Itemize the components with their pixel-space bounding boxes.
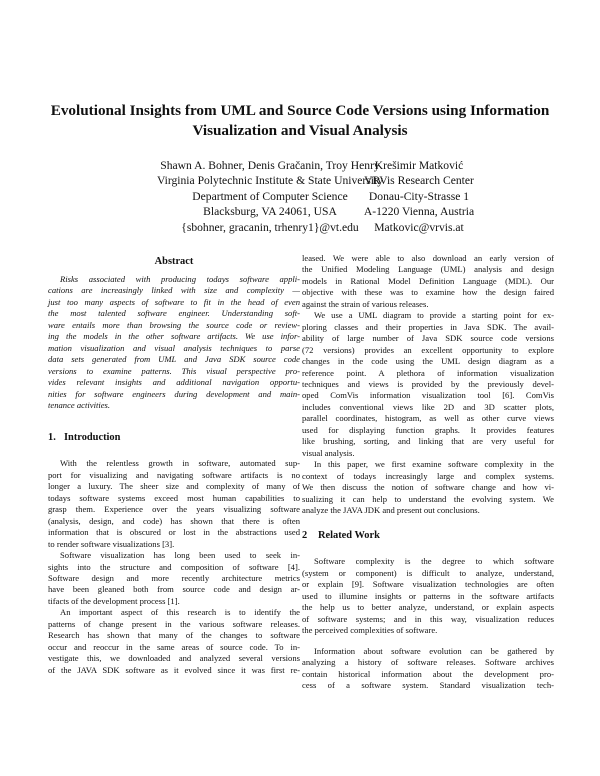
text-line: In this paper, we first examine software complexity in the	[314, 459, 554, 470]
text-line: nities for software engineers during development and main-	[48, 388, 300, 399]
text-line: data sets generated from UML and Java SDK source code	[48, 354, 300, 365]
text-line: visual analysis.	[302, 447, 355, 458]
text-line: (system or component) is difficult to analyze, understand,	[302, 567, 554, 578]
author-email: {sbohner, gracanin, trhenry1}@vt.edu	[181, 220, 359, 234]
text-line: analyze the JAVA JDK and present out conclusions.	[302, 504, 480, 515]
text-line: Software visualization has long been used to seek in-	[60, 550, 300, 561]
author-address: Blacksburg, VA 24061, USA	[203, 205, 337, 219]
text-line: vestigate this, we downloaded and analyzed several versions	[48, 653, 300, 664]
section-heading-related-work	[302, 530, 554, 542]
text-line: vides relevant insights and additional navigation opportu-	[48, 377, 300, 388]
author-affiliation: Virginia Polytechnic Institute & State University	[156, 174, 384, 188]
author-email: Matkovic@vrvis.at	[374, 220, 464, 234]
left-column	[48, 256, 300, 676]
text-line: mation visualization and visual analysis techniques to parse	[48, 342, 300, 353]
text-line: of the JAVA SDK software as it evolved since it was first re-	[48, 664, 300, 675]
text-line: changes in the code using the UML design diagram as a	[302, 356, 554, 367]
section-heading-introduction	[48, 432, 300, 444]
text-line: port for visualizing and navigating software artifacts is no	[48, 469, 300, 480]
text-line: (analysis, design, and code) has shown that there is often	[48, 515, 300, 526]
author-department: Department of Computer Science	[192, 189, 348, 203]
text-line: techniques and views is provided by the previously devel-	[302, 378, 554, 389]
text-line: like brushing, sorting, and linking that are very useful for	[302, 436, 554, 447]
text-line: to render software visualizations [3].	[48, 538, 175, 549]
text-line: the help us to better analyze, understand, or explain aspects	[302, 602, 554, 613]
text-line: An important aspect of this research is to identify the	[60, 607, 300, 618]
text-line: used to illumine insights or patterns in the software artifacts	[302, 590, 554, 601]
text-line: includes conventional views like 2D and 3D scatter plots,	[302, 401, 554, 412]
text-line: todays software systems exceed most human capabilities to	[48, 492, 300, 503]
paragraph	[48, 550, 300, 607]
section-title: Related Work	[318, 530, 380, 542]
author-block-vrvis	[346, 158, 492, 235]
title-line: Visualization and Visual Analysis	[192, 122, 408, 139]
text-line: just too many aspects of software to fit in the head of even	[48, 296, 300, 307]
text-line: ware entails more than browsing the source code or review-	[48, 319, 300, 330]
text-line: leased. We were able to also download an early version of	[302, 253, 554, 263]
author-city: A-1220 Vienna, Austria	[363, 205, 475, 219]
paragraph	[302, 646, 554, 692]
text-line: We then discuss the notion of software change and how vi-	[302, 482, 554, 493]
text-line: occur and reoccur in the same areas of source code. To in-	[48, 641, 300, 652]
text-line: objective with these was to examine how the design faired	[302, 287, 554, 298]
text-line: sualizing it can help to understand the evolving system. We	[302, 493, 554, 504]
paragraph	[48, 607, 300, 676]
text-line: ability of large number of Java SDK source code versions	[302, 333, 554, 344]
text-line: models in Rational Model Definition Language (MDL). Our	[302, 275, 554, 286]
text-line: contain historical information about the development pro-	[302, 668, 554, 679]
text-line: versions to examine patterns. This visual perspective pro-	[48, 365, 300, 376]
right-column	[302, 253, 554, 691]
author-affiliation: VRVis Research Center	[364, 174, 474, 188]
text-line: the Unified Modeling Language (UML) analysis and design	[302, 264, 554, 275]
text-line: reference point. A plethora of information visualization	[302, 367, 554, 378]
text-line: parallel coordinates, histogram, as well as other curve views	[302, 413, 554, 424]
text-line: Information about software evolution can be gathered by	[314, 645, 554, 656]
paragraph	[302, 556, 554, 636]
author-street: Donau-City-Strasse 1	[368, 189, 470, 203]
text-line: the most talented software engineer. Understanding soft-	[48, 308, 300, 319]
text-line: cations are increasingly linked with size and complexity —	[48, 285, 300, 296]
paragraph	[302, 253, 554, 310]
section-number: 1.	[48, 432, 56, 444]
text-line: ploring classes and their properties in Java SDK. The avail-	[302, 321, 554, 332]
text-line: We use a UML diagram to provide a starting point for ex-	[314, 310, 554, 321]
text-line: cess of a software system. Standard visualization tech-	[302, 679, 554, 690]
paragraph	[302, 459, 554, 516]
text-line: used for displaying function graphs. It provides features	[302, 424, 554, 435]
section-number: 2	[302, 530, 308, 542]
text-line: ing the models in the other software artifacts. We use infor-	[48, 331, 300, 342]
abstract-body	[48, 274, 300, 411]
paragraph	[302, 310, 554, 459]
title-line: Evolutional Insights from UML and Source Code Versions using Information	[50, 102, 550, 119]
text-line: information that is obscured or lost in the abstractions used	[48, 527, 300, 538]
text-line: With the relentless growth in software, automated sup-	[60, 458, 300, 469]
abstract-heading: Abstract	[154, 256, 194, 267]
text-line: Software design and more recently architecture metrics	[48, 572, 300, 583]
text-line: sights into the structure and composition of software [4].	[48, 561, 300, 572]
text-line: (72 versions) provides an excellent opportunity to explore	[302, 344, 554, 355]
author-names: Krešimir Matković	[374, 159, 464, 172]
text-line: the perceived complexities of software.	[302, 625, 438, 636]
text-line: or explain [9]. Software visualization technologies are often	[302, 579, 554, 590]
text-line: against the strain of various releases.	[302, 298, 429, 309]
paper-title	[40, 101, 560, 141]
paragraph	[48, 458, 300, 550]
text-line: have been gleaned both from source code and design ar-	[48, 584, 300, 595]
text-line: Risks associated with producing todays software appli-	[60, 274, 300, 284]
text-line: of software systems; and in this way, visualization reduces	[302, 613, 554, 624]
text-line: tenance activities.	[48, 399, 111, 410]
section-title: Introduction	[64, 432, 121, 444]
author-names: Shawn A. Bohner, Denis Gračanin, Troy Henry	[160, 159, 380, 172]
text-line: longer a luxury. The sheer size and complexity of many of	[48, 481, 300, 492]
text-line: patterns of change present in the various software releases.	[48, 618, 300, 629]
text-line: grasp them. Experience over the years visualizing software	[48, 504, 300, 515]
text-line: oped ComVis information visualization tool [6]. ComVis	[302, 390, 554, 401]
text-line: Software complexity is the degree to which software	[314, 556, 554, 567]
text-line: tifacts of the development process [1].	[48, 595, 180, 606]
text-line: Research has shown that many of the changes to software	[48, 630, 300, 641]
text-line: analyzing a history of software releases. Software archives	[302, 657, 554, 668]
text-line: context of todays increasingly large and complex systems.	[302, 470, 554, 481]
